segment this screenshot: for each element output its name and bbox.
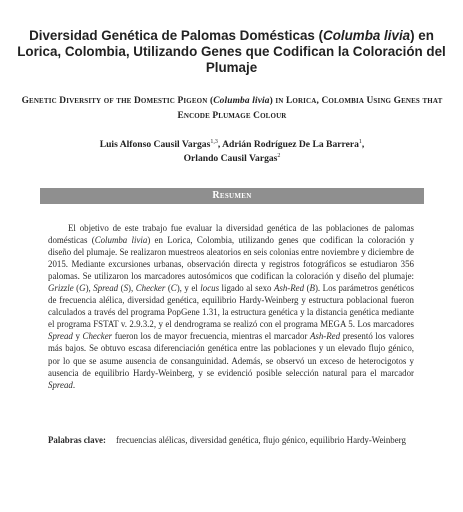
abstract-text: El objetivo de este trabajo fue evaluar la diversidad genética de las poblaciones de palomas domésticas (	[48, 223, 414, 246]
title-es-part2: ) en Lorica, Colombia, Utilizando Genes que Codifican la Coloración del Plumaje	[17, 28, 446, 75]
author-1-affiliation: 1,3	[210, 138, 218, 145]
author-2-affiliation: 1	[358, 138, 362, 145]
abstract-italic: Grizzle	[48, 283, 74, 294]
title-en-part1: Genetic Diversity of the Domestic Pigeon (	[21, 96, 214, 106]
abstract-text: ) en Lorica, Colombia, utilizando genes que codifican la coloración y diseño del plumaje. Se realizaron muestreos aleatorios en seis colonias entre noviembre y diciembre de 2015. Mediante excursiones urbanas, observación directa y registros fotográficos se estudiaron 356 palomas. Se utilizaron los marcadores autosómicos que codifican la coloración y diseño del plumaje:	[48, 235, 415, 282]
section-heading-resumen: Resumen	[40, 188, 424, 204]
title-en-part2: ) in Lorica, Colombia Using Genes that Encode Plumage Colour	[177, 96, 443, 121]
author-list: Luis Alfonso Causil Vargas$^{1,3}$, Adrián Rodríguez De La Barrera$^1$, Orlando Causil Vargas$^2$	[99, 138, 365, 164]
title-english	[12, 94, 452, 123]
abstract-text: ),	[128, 283, 136, 294]
author-1-name: Luis Alfonso Causil Vargas	[99, 139, 211, 150]
title-en-species: Columba livia	[213, 96, 270, 106]
abstract-text: (	[165, 283, 171, 294]
abstract-italic: S	[123, 283, 129, 294]
abstract-text: presentó los valores más bajos. Se obtuvo escasa diferenciación genética entre las poblaciones y un elevado flujo génico, por lo que se asume ausencia de consanguinidad. Además, se observó un exceso de heterocigotos y ausencia de equilibrio Hardy-Weinberg, y se evidenció posible selección natural para el marcador	[48, 331, 414, 378]
abstract-italic: C	[170, 283, 177, 294]
abstract-text: y	[72, 331, 83, 342]
abstract-text: (	[304, 283, 310, 294]
abstract-italic: locus	[200, 283, 220, 294]
abstract-italic: Checker	[135, 283, 166, 294]
abstract-text: ligado al sexo	[219, 283, 274, 294]
abstract-italic: Columba livia	[94, 235, 148, 246]
abstract-italic: Ash-Red	[309, 331, 341, 342]
abstract-text: ),	[85, 283, 94, 294]
abstract-text: .	[72, 379, 76, 390]
author-2-name: Adrián Rodríguez De La Barrera	[222, 139, 359, 150]
abstract-text: (	[73, 283, 80, 294]
author-3-name: Orlando Causil Vargas	[183, 153, 278, 164]
title-es-species: Columba livia	[323, 28, 411, 43]
abstract-text: (	[118, 283, 124, 294]
title-es-part1: Diversidad Genética de Palomas Domésticas (	[29, 28, 324, 43]
abstract-italic: B	[309, 283, 315, 294]
author-3-affiliation: 2	[277, 152, 281, 159]
abstract-italic: Ash-Red	[273, 283, 305, 294]
title-spanish	[14, 28, 449, 76]
abstract-italic: G	[79, 283, 86, 294]
abstract-text: ). Los parámetros genéticos de frecuencia alélica, diversidad genética, equilibrio Hardy-Weinberg y estructura poblacional fueron calculados a través del programa PopGene 1.31, la estructura genética y la distancia genética mediante el programa FSTAT v. 2.9.3.2, y el dendrograma se realizó con el programa MEGA 5. Los marcadores	[48, 283, 414, 330]
abstract-body	[48, 222, 414, 391]
keywords-label: Palabras clave:	[48, 435, 106, 445]
abstract-italic: Spread	[48, 331, 73, 342]
abstract-italic: Spread	[48, 379, 73, 390]
abstract-text: fueron los de mayor frecuencia, mientras el marcador	[112, 331, 310, 342]
abstract-text: ), y el	[176, 283, 201, 294]
abstract-italic: Checker	[82, 331, 113, 342]
abstract-italic: Spread	[93, 283, 119, 294]
keywords-text: frecuencias alélicas, diversidad genética, flujo génico, equilibrio Hardy-Weinberg	[116, 435, 406, 445]
